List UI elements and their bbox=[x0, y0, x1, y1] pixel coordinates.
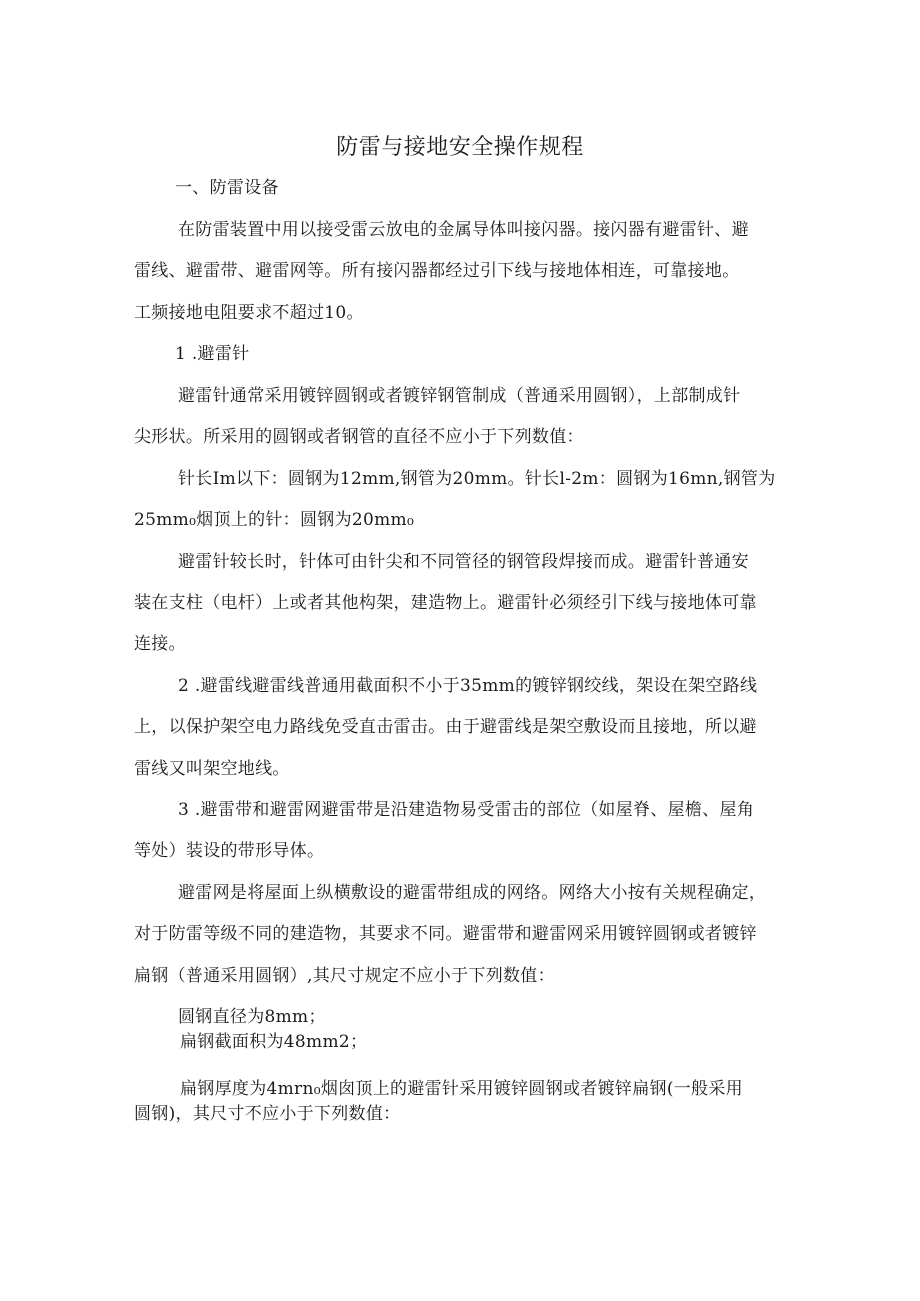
paragraph-line: 避雷针通常采用镀锌圆钢或者镀锌钢管制成（普通采用圆钢），上部制成针 bbox=[178, 386, 741, 406]
section-heading: 一、防雷设备 bbox=[175, 178, 279, 198]
paragraph-line: 3 .避雷带和避雷网避雷带是沿建造物易受雷击的部位（如屋脊、屋檐、屋角 bbox=[178, 800, 755, 820]
document-title: 防雷与接地安全操作规程 bbox=[336, 135, 584, 160]
paragraph-line: 装在支柱（电杆）上或者其他构架，建造物上。避雷针必须经引下线与接地体可靠 bbox=[134, 593, 757, 613]
paragraph-line: 对于防雷等级不同的建造物，其要求不同。避雷带和避雷网采用镀锌圆钢或者镀锌 bbox=[134, 924, 757, 944]
paragraph-line: 避雷网是将屋面上纵横敷设的避雷带组成的网络。网络大小按有关规程确定， bbox=[178, 883, 767, 903]
paragraph-line: 圆钢)，其尺寸不应小于下列数值： bbox=[134, 1104, 401, 1124]
paragraph-line: 避雷针较长时，针体可由针尖和不同管径的钢管段焊接而成。避雷针普通安 bbox=[178, 552, 749, 572]
paragraph-line: 扁钢厚度为4mrn₀烟囱顶上的避雷针采用镀锌圆钢或者镀锌扁钢(一般采用 bbox=[180, 1079, 743, 1099]
subsection-heading: 1 .避雷针 bbox=[175, 344, 250, 364]
paragraph-line: 等处）装设的带形导体。 bbox=[134, 841, 325, 861]
paragraph-line: 在防雷装置中用以接受雷云放电的金属导体叫接闪器。接闪器有避雷针、避 bbox=[178, 220, 749, 240]
paragraph-line: 2 .避雷线避雷线普通用截面积不小于35mm的镀锌钢绞线，架设在架空路线 bbox=[178, 676, 758, 696]
paragraph-line: 针长Im以下：圆钢为12mm,钢管为20mm。针长l-2m：圆钢为16mn,钢管为 bbox=[178, 469, 776, 489]
paragraph-line: 上，以保护架空电力路线免受直击雷击。由于避雷线是架空敷设而且接地，所以避 bbox=[134, 717, 757, 737]
paragraph-line: 25mm₀烟顶上的针：圆钢为20mm₀ bbox=[134, 510, 415, 530]
spec-line: 扁钢截面积为48mm2； bbox=[180, 1032, 368, 1052]
paragraph-line: 连接。 bbox=[134, 634, 186, 654]
paragraph-line: 扁钢（普通采用圆钢）,其尺寸规定不应小于下列数值： bbox=[134, 966, 555, 986]
paragraph-line: 雷线又叫架空地线。 bbox=[134, 759, 290, 779]
paragraph-line: 尖形状。所采用的圆钢或者钢管的直径不应小于下列数值： bbox=[134, 427, 584, 447]
paragraph-line: 工频接地电阻要求不超过10。 bbox=[134, 303, 364, 323]
paragraph-line: 雷线、避雷带、避雷网等。所有接闪器都经过引下线与接地体相连，可靠接地。 bbox=[134, 261, 740, 281]
spec-line: 圆钢直径为8mm； bbox=[178, 1007, 326, 1027]
